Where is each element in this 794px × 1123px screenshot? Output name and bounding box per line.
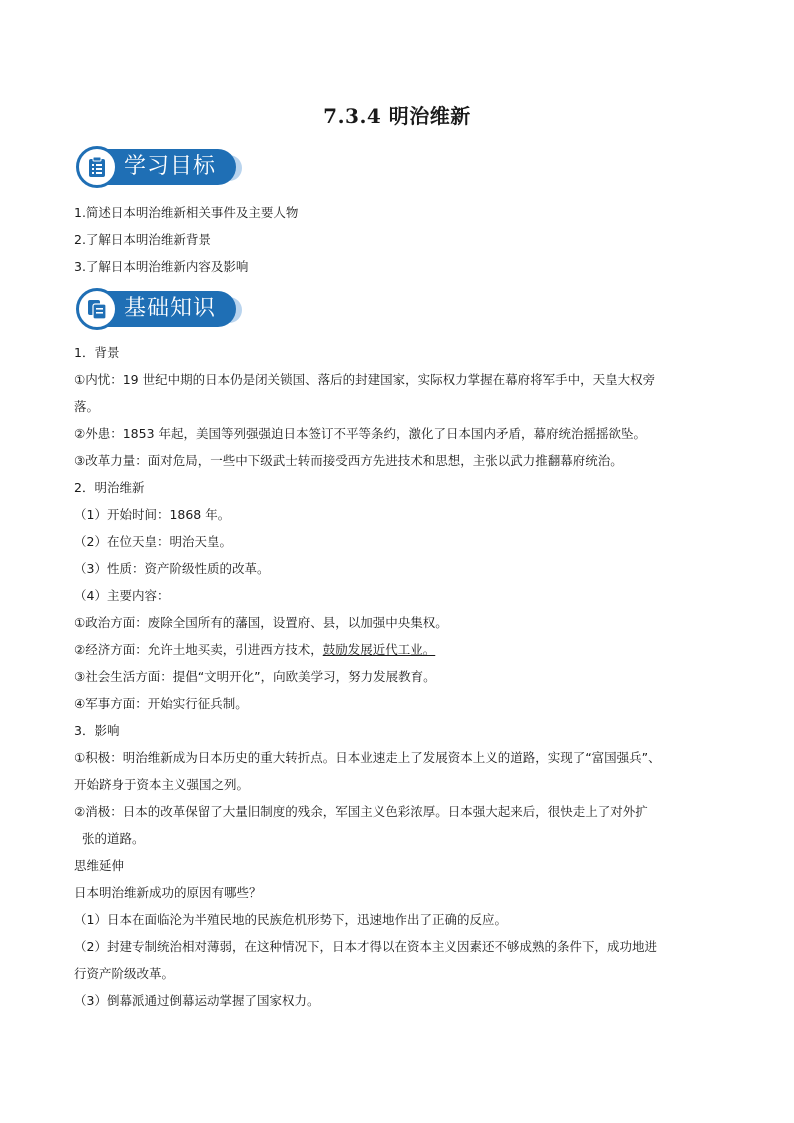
goals-list	[74, 199, 724, 280]
content-item: ④军事方面：开始实行征兵制。	[74, 696, 248, 711]
documents-icon	[76, 288, 118, 330]
badge-label-goals: 学习目标	[124, 154, 217, 179]
list-item: （3）性质：资产阶级性质的改革。	[74, 561, 270, 576]
extension-question: 日本明治维新成功的原因有哪些？	[74, 885, 262, 900]
paragraph-line: ③改革力量：面对危局，一些中下级武士转而接受西方先进技术和思想，主张以武力推翻幕府统治。	[74, 453, 623, 468]
section-badge-goals	[76, 146, 238, 188]
paragraph-line: ②外患：1853 年起，美国等列强强迫日本签订不平等条约，激化了日本国内矛盾，幕府统治摇摇欲坠。	[74, 426, 646, 441]
content-item	[74, 636, 724, 663]
section-badge-basics	[76, 288, 238, 330]
badge-label-basics: 基础知识	[124, 296, 217, 321]
paragraph-line: 落。	[74, 399, 100, 414]
answer-line: （3）倒幕派通过倒幕运动掌握了国家权力。	[74, 993, 320, 1008]
section-heading: 1．背景	[74, 345, 120, 360]
answer-line: 行资产阶级改革。	[74, 966, 175, 981]
underlined-text: 鼓励发展近代工业。	[322, 642, 436, 657]
main-body	[74, 339, 724, 1014]
list-item: （4）主要内容：	[74, 588, 170, 603]
page-title: 7.3.4 明治维新	[323, 104, 471, 128]
clipboard-icon	[76, 146, 118, 188]
paragraph-line: ①积极：明治维新成为日本历史的重大转折点。日本业速走上了发展资本上义的道路，实现了“富国强兵”、	[74, 750, 661, 765]
goal-item: 3.了解日本明治维新内容及影响	[74, 259, 249, 274]
list-item: （1）开始时间：1868 年。	[74, 507, 231, 522]
content-item: ①政治方面：废除全国所有的藩国，设置府、县，以加强中央集权。	[74, 615, 448, 630]
goal-item: 1.简述日本明治维新相关事件及主要人物	[74, 205, 299, 220]
paragraph-line: 张的道路。	[82, 831, 145, 846]
paragraph-line: ①内忧：19 世纪中期的日本仍是闭关锁国、落后的封建国家，实际权力掌握在幕府将军手中，天皇大权旁	[74, 372, 656, 387]
answer-line: （1）日本在面临沦为半殖民地的民族危机形势下，迅速地作出了正确的反应。	[74, 912, 507, 927]
extension-heading: 思维延伸	[74, 858, 125, 873]
paragraph-line: ②消极：日本的改革保留了大量旧制度的残余，军国主义色彩浓厚。日本强大起来后，很快走上了对外扩	[74, 804, 648, 819]
answer-line: （2）封建专制统治相对薄弱，在这种情况下，日本才得以在资本主义因素还不够成熟的条件下，成功地进	[74, 939, 657, 954]
section-heading: 2．明治维新	[74, 480, 145, 495]
section-heading: 3．影响	[74, 723, 120, 738]
content-item: ③社会生活方面：提倡“文明开化”，向欧美学习，努力发展教育。	[74, 669, 436, 684]
content-text: ②经济方面：允许土地买卖，引进西方技术，	[74, 642, 323, 657]
paragraph-line: 开始跻身于资本主义强国之列。	[74, 777, 250, 792]
goal-item: 2.了解日本明治维新背景	[74, 232, 211, 247]
list-item: （2）在位天皇：明治天皇。	[74, 534, 232, 549]
